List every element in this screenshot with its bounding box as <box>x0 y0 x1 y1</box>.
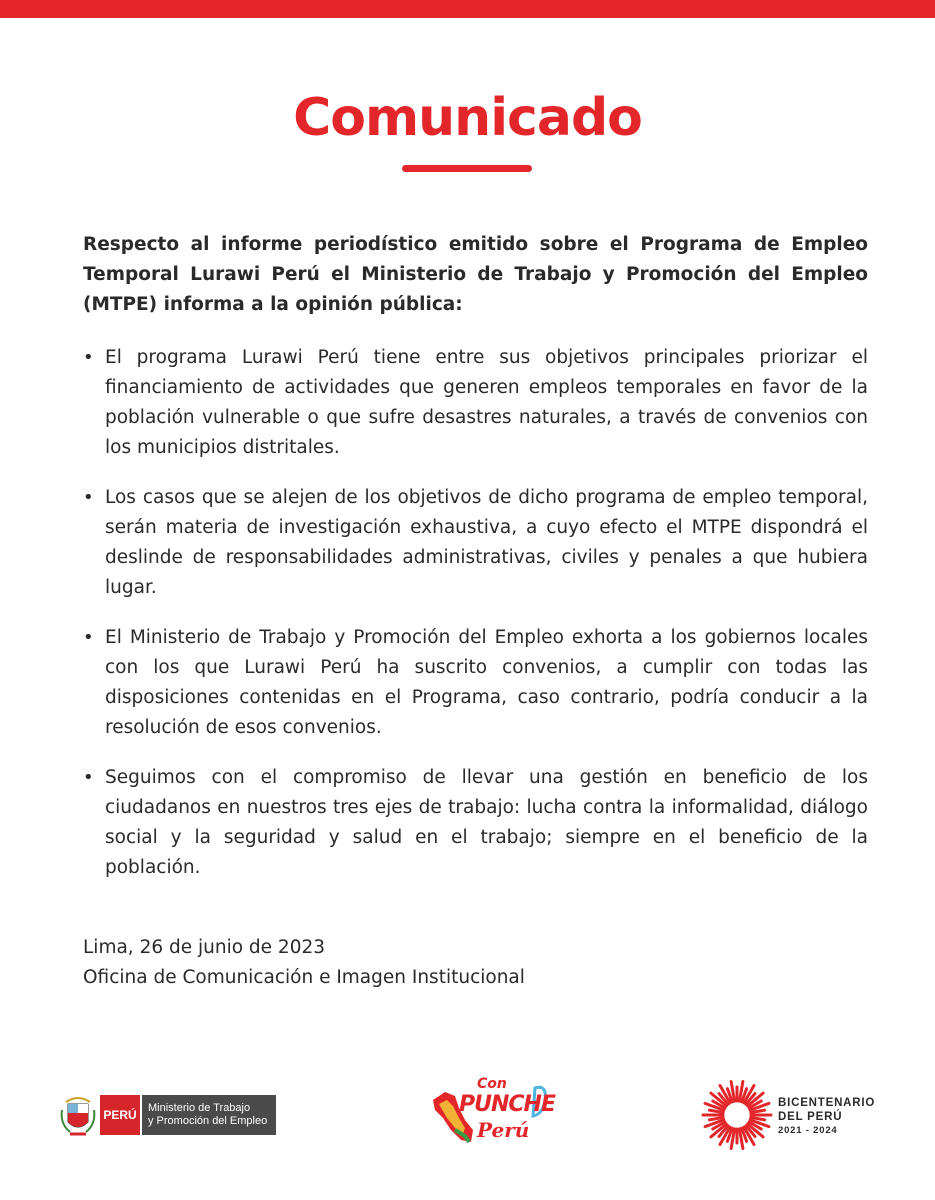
bicentenario-rosette-icon <box>700 1078 774 1152</box>
list-item <box>83 483 868 603</box>
list-item-text: Los casos que se alejen de los objetivos de dicho programa de empleo temporal, serán materia de investigación exhaustiva, a cuyo efecto el MTPE dispondrá el deslinde de responsabilidades administrativas, civiles y penales a que hubiera lugar. <box>105 487 868 598</box>
bullet-dot: • <box>83 627 94 648</box>
punche-peru-text: Perú <box>477 1118 530 1142</box>
bicentenario-line3: 2021 - 2024 <box>778 1125 838 1136</box>
coat-of-arms-icon <box>60 1092 96 1138</box>
mtpe-logo <box>60 1092 280 1140</box>
list-item <box>83 763 868 883</box>
place-date: Lima, 26 de junio de 2023 <box>83 937 326 958</box>
ministry-line2: y Promoción del Empleo <box>148 1115 268 1127</box>
bullet-dot: • <box>83 767 94 788</box>
list-item <box>83 343 868 463</box>
bicentenario-text <box>778 1096 875 1138</box>
punche-text: PUNCHE <box>459 1092 555 1117</box>
bullet-dot: • <box>83 487 94 508</box>
bullet-dot: • <box>83 347 94 368</box>
intro-paragraph: Respecto al informe periodístico emitido sobre el Programa de Empleo Temporal Lurawi Perú el Ministerio de Trabajo y Promoción del Empleo (MTPE) informa a la opinión pública: <box>83 234 868 315</box>
bicentenario-line2: DEL PERÚ <box>778 1111 843 1123</box>
bullet-list <box>83 343 868 903</box>
list-item-text: Seguimos con el compromiso de llevar una gestión en beneficio de los ciudadanos en nuestros tres ejes de trabajo: lucha contra la informalidad, diálogo social y la seguridad y salud en el trabajo; siempre en el beneficio de la población. <box>105 767 868 878</box>
page-title: Comunicado <box>293 88 642 148</box>
signature-block <box>83 933 783 993</box>
issuing-office: Oficina de Comunicación e Imagen Institucional <box>83 967 525 988</box>
title-underline <box>402 165 532 172</box>
bicentenario-line1: BICENTENARIO <box>778 1097 876 1109</box>
bicentenario-logo <box>700 1078 890 1158</box>
peru-label: PERÚ <box>100 1095 140 1135</box>
ministry-line1: Ministerio de Trabajo <box>148 1102 251 1114</box>
list-item-text: El Ministerio de Trabajo y Promoción del Empleo exhorta a los gobiernos locales con los que Lurawi Perú ha suscrito convenios, a cumplir con todas las disposiciones contenidas en el Programa, caso contrario, podría conducir a la resolución de esos convenios. <box>105 627 868 738</box>
con-punche-peru-logo <box>425 1070 555 1158</box>
ministry-label <box>142 1095 276 1135</box>
top-accent-bar <box>0 0 935 18</box>
list-item-text: El programa Lurawi Perú tiene entre sus objetivos principales priorizar el financiamiento de actividades que generen empleos temporales en favor de la población vulnerable o que sufre desastres naturales, a través de convenios con los municipios distritales. <box>105 347 868 458</box>
punche-con-text: Con <box>477 1076 507 1092</box>
list-item <box>83 623 868 743</box>
